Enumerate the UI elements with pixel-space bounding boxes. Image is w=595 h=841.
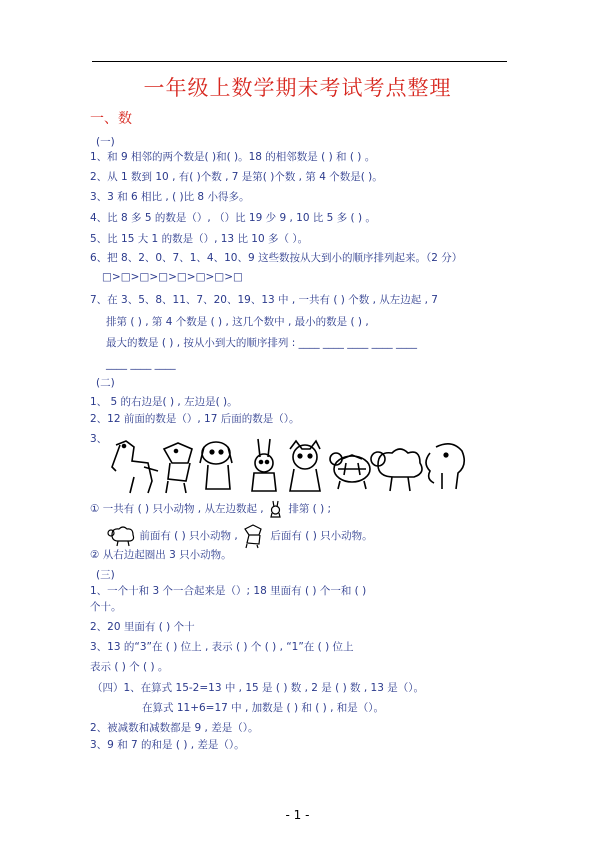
question-4: 4、比 8 多 5 的数是（）, （）比 19 少 9 , 10 比 5 多 ( ) 。 (90, 212, 376, 224)
animal-question-1 (90, 500, 331, 518)
animal-question-3: ② 从右边起圈出 3 只小动物。 (90, 549, 232, 561)
question-3: 3、3 和 6 相比 , ( )比 8 小得多。 (90, 191, 250, 203)
part3-question-2: 2、20 里面有 ( ) 个十 (90, 621, 195, 633)
part4-question-1: （四）1、在算式 15-2=13 中 , 15 是 ( ) 数 , 2 是 ( ) 数 , 13 是（）。 (92, 682, 424, 694)
part3-question-3-cont: 表示 ( ) 个 ( ) 。 (90, 661, 169, 673)
animals-illustration (108, 437, 468, 495)
part3-question-1-cont: 个十。 (90, 601, 122, 613)
question-7-line-3: 最大的数是 ( ) , 按从小到大的顺序排列 : ____ ____ ____ ____ ____ (106, 337, 417, 349)
part4-question-3: 3、9 和 7 的和是 ( ) , 差是（）。 (90, 739, 245, 751)
question-1: 1、和 9 相邻的两个数是( )和( )。18 的相邻数是 ( ) 和 ( ) 。 (90, 151, 376, 163)
part2-question-1: 1、 5 的右边是( ) , 左边是( )。 (90, 396, 238, 408)
part4-question-2: 2、被减数和减数都是 9 , 差是（）。 (90, 722, 259, 734)
answer-boxes: □>□>□>□>□>□>□>□ (102, 271, 243, 283)
cat-icon (290, 441, 320, 491)
part3-question-3: 3、13 的“3”在 ( ) 位上 , 表示 ( ) 个 ( ) , “1”在 ( ) 位上 (90, 641, 354, 653)
animal-question-2 (106, 523, 373, 549)
part-heading-3: (三) (96, 569, 115, 581)
header-rule (92, 61, 507, 62)
animal-question-1-end: 排第 ( ) ; (288, 503, 332, 515)
part4-question-1-cont: 在算式 11+6=17 中 , 加数是 ( ) 和 ( ) , 和是（）。 (142, 702, 385, 714)
puppy-icon (200, 442, 232, 489)
rabbit-icon (267, 500, 285, 518)
question-7-line-4: ____ ____ ____ (106, 358, 176, 370)
rabbit-icon (252, 439, 276, 491)
part-heading-2: (二) (96, 377, 115, 389)
question-7-line-2: 排第 ( ) , 第 4 个数是 ( ) , 这几个数中 , 最小的数是 ( ) , (106, 316, 369, 328)
turtle-icon (330, 453, 370, 489)
part2-question-3: 3、 (90, 433, 108, 445)
page-number: - 1 - (285, 808, 310, 822)
dog-icon (164, 443, 192, 493)
animal-question-2-middle: 前面有 ( ) 只小动物 , (139, 530, 238, 542)
section-heading: 一、数 (90, 111, 132, 127)
elephant-icon (426, 444, 464, 489)
part-heading-1: (一) (96, 136, 115, 148)
question-7-line-1: 7、在 3、5、8、11、7、20、19、13 中 , 一共有 ( ) 个数 , 从左边起 , 7 (90, 294, 438, 306)
question-6: 6、把 8、2、0、7、1、4、10、9 这些数按从大到小的顺序排列起来。（2 分） (90, 252, 463, 264)
part3-question-1: 1、一个十和 3 个一合起来是（）; 18 里面有 ( ) 个一和 ( ) (90, 585, 367, 597)
question-2: 2、从 1 数到 10 , 有( )个数 , 7 是第( )个数 , 第 4 个数是( )。 (90, 171, 383, 183)
page-title: 一年级上数学期末考试考点整理 (143, 76, 452, 100)
animal-question-2-end: 后面有 ( ) 只小动物。 (270, 530, 373, 542)
question-5: 5、比 15 大 1 的数是（）, 13 比 10 多（ ）。 (90, 233, 309, 245)
dog-icon (241, 523, 267, 549)
sheep-icon (371, 449, 422, 491)
animal-question-1-start: ① 一共有 ( ) 只小动物 , 从左边数起 , (90, 503, 264, 515)
horse-icon (112, 441, 158, 493)
part2-question-2: 2、12 前面的数是（）, 17 后面的数是（）。 (90, 413, 300, 425)
sheep-icon (106, 525, 136, 547)
